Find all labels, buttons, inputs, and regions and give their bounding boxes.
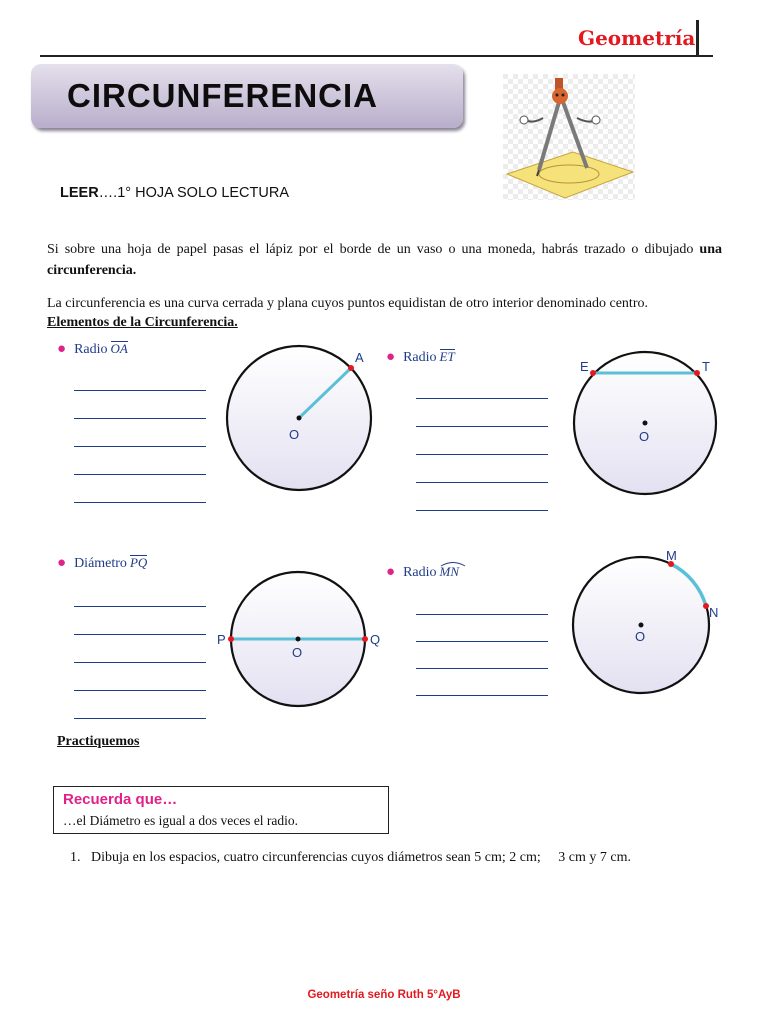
bullet-dot: ● — [386, 564, 396, 580]
element-label: Radio — [403, 565, 437, 580]
diagram-diameter-pq — [217, 572, 380, 706]
subject-title: Geometría — [578, 26, 696, 50]
bullet-dot: ● — [57, 555, 67, 571]
remember-text: …el Diámetro es igual a dos veces el radio. — [63, 813, 299, 828]
point-p — [228, 636, 234, 642]
segment-symbol: PQ — [129, 555, 148, 570]
intro-p1-text: Si sobre una hoja de papel pasas el lápiz por el borde de un vaso o una moneda, habrás trazado o dibujado — [47, 242, 700, 257]
exercise-text: Dibuja en los espacios, cuatro circunferencias cuyos diámetros sean 5 cm; 2 cm; 3 cm y 7 cm. — [91, 850, 631, 865]
element-label: Radio — [403, 350, 437, 365]
exercise-item-1 — [70, 850, 631, 866]
bullet-dot: ● — [386, 349, 396, 365]
label-q: Q — [370, 632, 381, 647]
footer-credit: Geometría seño Ruth 5°AyB — [307, 989, 461, 1001]
remember-title: Recuerda que… — [63, 791, 178, 808]
remember-box — [53, 786, 389, 834]
diagram-chord-et — [574, 352, 716, 494]
point-q — [362, 636, 368, 642]
label-m: M — [666, 548, 677, 563]
element-label: Radio — [74, 342, 108, 357]
diagram-arc-mn — [573, 548, 718, 693]
intro-paragraph-2: La circunferencia es una curva cerrada y plana cuyos puntos equidistan de otro interior denominado centro. — [47, 296, 648, 311]
segment-symbol: ET — [439, 349, 455, 364]
section-title: Elementos de la Circunferencia. — [47, 315, 238, 330]
practice-title: Practiquemos — [57, 734, 140, 749]
leer-label: LEER — [60, 185, 99, 201]
intro-p1-bold: una circunferencia. — [47, 242, 722, 278]
segment-symbol: OA — [110, 341, 128, 356]
center-point — [297, 416, 302, 421]
center-point — [639, 623, 644, 628]
label-o: O — [289, 427, 300, 442]
leer-text: ….1° HOJA SOLO LECTURA — [98, 185, 289, 201]
arc-symbol-text: MN — [439, 564, 460, 579]
bullet-dot: ● — [57, 341, 67, 357]
page-title: CIRCUNFERENCIA — [67, 77, 378, 114]
label-p: P — [217, 632, 226, 647]
point-a — [348, 365, 354, 371]
label-o: O — [639, 429, 650, 444]
label-a: A — [355, 350, 364, 365]
label-e: E — [580, 359, 589, 374]
point-e — [590, 370, 596, 376]
center-point — [296, 637, 301, 642]
center-point — [643, 421, 648, 426]
label-t: T — [702, 359, 710, 374]
point-t — [694, 370, 700, 376]
element-label: Diámetro — [74, 556, 127, 571]
diagram-radius-oa — [227, 346, 371, 490]
exercise-number: 1. — [70, 850, 81, 865]
label-n: N — [709, 605, 719, 620]
label-o: O — [292, 645, 303, 660]
label-o: O — [635, 629, 646, 644]
